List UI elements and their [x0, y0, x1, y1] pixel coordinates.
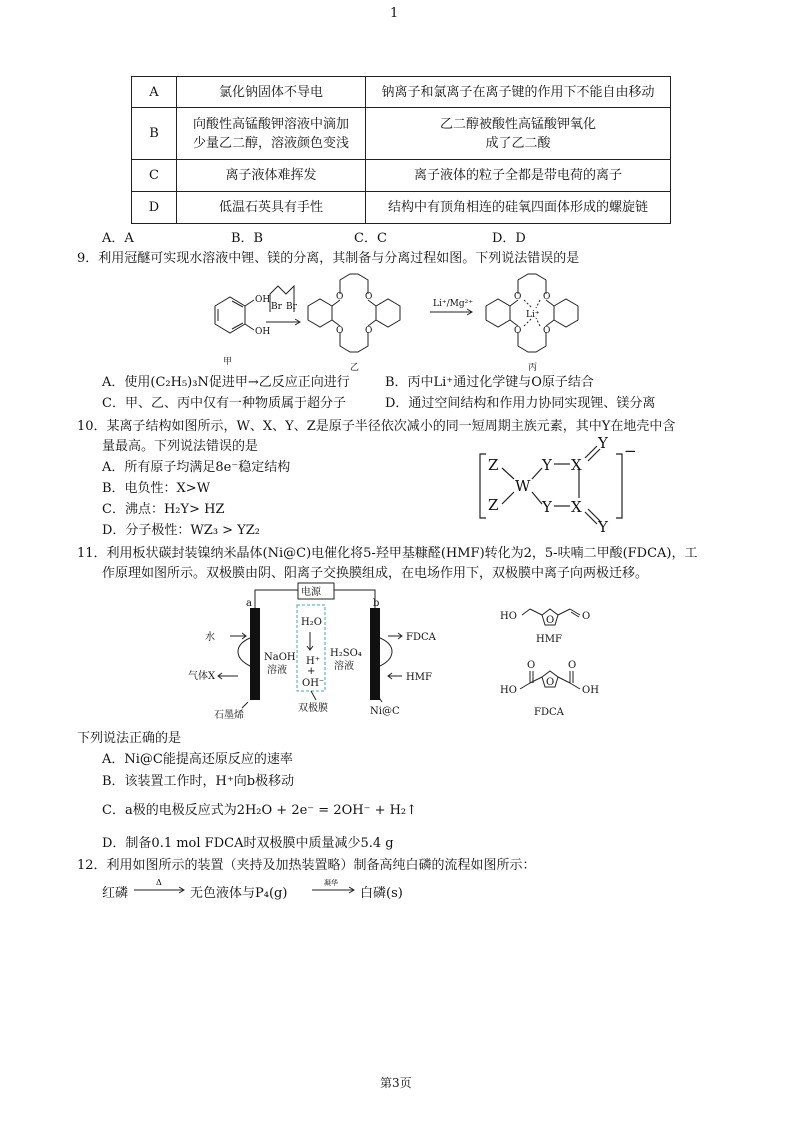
table-row: [132, 77, 671, 108]
q10-option-a: A．所有原子均满足8e⁻稳定结构: [102, 460, 291, 475]
cell-line: 向酸性高锰酸钾溶液中滴加: [192, 116, 349, 132]
label-bing: 丙: [528, 363, 538, 373]
naoh-solution-label: 溶液: [267, 665, 287, 676]
naoh-label: NaOH: [264, 652, 296, 663]
q11-stem-1: 11．利用板状碳封装镍纳米晶体(Ni@C)电催化将5-羟甲基糠醛(HMF)转化为2，5-呋喃二甲酸(FDCA)，工: [77, 546, 698, 561]
label-yi: 乙: [350, 363, 360, 373]
q10-option-c: C．沸点：H₂Y> HZ: [102, 502, 225, 517]
q11-stem-2: 作原理如图所示。双极膜由阴、阳离子交换膜组成，在电场作用下，双极膜中离子向两极迁移。: [102, 566, 649, 581]
fdca-o: O: [527, 660, 536, 671]
atom-x: X: [571, 498, 582, 516]
power-source-label: 电源: [301, 587, 321, 598]
table-row: [132, 108, 671, 160]
cell-explanation: [366, 108, 671, 160]
cell-line: 成了乙二酸: [485, 135, 551, 151]
q11-option-a: A．Ni@C能提高还原反应的速率: [102, 752, 293, 767]
cell-phenomenon: [177, 108, 366, 160]
row-key: A: [132, 77, 177, 108]
flow-white-phosphorus: 白磷(s): [360, 886, 403, 901]
h2o-label: H₂O: [301, 617, 322, 628]
h2so4-solution-label: 溶液: [334, 661, 354, 672]
q11-option-d: D．制备0.1 mol FDCA时双极膜中质量减少5.4 g: [102, 836, 394, 851]
choice-c: C．C: [354, 231, 387, 246]
cell-explanation: 结构中有顶角相连的硅氧四面体形成的螺旋链: [366, 192, 671, 224]
atom-z: Z: [488, 456, 499, 474]
atom-y: Y: [598, 434, 608, 452]
o-label: O: [543, 292, 551, 302]
q10-stem-2: 量最高。下列说法错误的是: [102, 439, 259, 454]
electrode-a-label: a: [246, 598, 252, 609]
heat-symbol: Δ: [156, 878, 162, 887]
o-label: O: [514, 292, 522, 302]
row-key: B: [132, 108, 177, 160]
h2so4-label: H₂SO₄: [330, 648, 362, 659]
q11-option-b: B．该装置工作时，H⁺向b极移动: [102, 774, 295, 789]
flow-arrow-1: [132, 876, 188, 898]
cell-explanation: 离子液体的粒子全都是带电荷的离子: [366, 160, 671, 192]
hmf-structure-label: HMF: [536, 634, 562, 645]
o-label: O: [365, 326, 373, 336]
q9-stem: 9．利用冠醚可实现水溶液中锂、镁的分离，其制备与分离过程如图。下列说法错误的是: [77, 251, 580, 266]
q9-option-a: A．使用(C₂H₅)₃N促进甲→乙反应正向进行: [102, 375, 350, 390]
q12-stem: 12．利用如图所示的装置（夹持及加热装置略）制备高纯白磷的流程如图所示：: [77, 858, 536, 873]
fdca-ho: HO: [500, 685, 517, 696]
furan-o: O: [546, 615, 555, 626]
page-footer: 第3页: [380, 1076, 412, 1090]
ion-charge: −: [624, 442, 637, 460]
fdca-oh: OH: [582, 685, 599, 696]
q10-option-d: D．分子极性：WZ₃ > YZ₂: [102, 523, 261, 538]
q11-structures: [490, 585, 630, 725]
furan-o: O: [546, 677, 555, 688]
br-label-2: Br: [286, 302, 297, 312]
row-key: D: [132, 192, 177, 224]
atom-z: Z: [488, 496, 499, 514]
q9-scheme: [190, 262, 610, 374]
plus-label: +: [307, 666, 316, 677]
cell-phenomenon: 离子液体难挥发: [177, 160, 366, 192]
h-ion-label: H⁺: [306, 656, 320, 667]
q12-flow: [102, 878, 422, 908]
cell-phenomenon: 氯化钠固体不导电: [177, 77, 366, 108]
atom-y: Y: [542, 456, 552, 474]
q9-option-c: C．甲、乙、丙中仅有一种物质属于超分子: [102, 396, 346, 411]
nic-electrode: [370, 608, 380, 700]
options-table: [131, 76, 671, 224]
label-jia: 甲: [223, 357, 233, 367]
q11-lead: 下列说法正确的是: [77, 731, 182, 746]
hmf-reactant-label: HMF: [406, 672, 432, 683]
o-label: O: [336, 292, 344, 302]
oh-label-2: OH: [255, 327, 271, 337]
li-ion-label: Li⁺: [526, 310, 540, 320]
cell-line: 少量乙二醇，溶液颜色变浅: [192, 135, 349, 151]
br-label-1: Br: [271, 302, 282, 312]
cell-line: 乙二醇被酸性高锰酸钾氧化: [439, 116, 596, 132]
fdca-product-label: FDCA: [406, 632, 436, 643]
flow-red-phosphorus: 红磷: [102, 886, 129, 901]
condensation-label: 凝华: [324, 879, 338, 887]
bipolar-membrane-label: 双极膜: [298, 703, 328, 714]
fdca-structure-label: FDCA: [534, 707, 564, 718]
table-row: [132, 160, 671, 192]
q11-electrolysis-diagram: [170, 580, 470, 722]
q11-option-c: C．a极的电极反应式为2H₂O + 2e⁻ = 2OH⁻ + H₂↑: [102, 803, 418, 818]
gas-x-label: 气体X: [188, 671, 216, 682]
fdca-o: O: [568, 660, 577, 671]
flow-arrow-2: [310, 876, 358, 898]
o-label: O: [543, 326, 551, 336]
atom-w: W: [515, 477, 531, 495]
hmf-ho: HO: [500, 611, 517, 622]
graphene-label: 石墨烯: [214, 710, 244, 721]
page-number-top: 1: [390, 6, 399, 21]
atom-x: X: [571, 456, 582, 474]
water-label: 水: [205, 632, 215, 643]
table-row: [132, 192, 671, 224]
choice-b: B．B: [231, 231, 264, 246]
cell-phenomenon: 低温石英具有手性: [177, 192, 366, 224]
q9-option-d: D．通过空间结构和作用力协同实现锂、镁分离: [385, 396, 656, 411]
nic-label: Ni@C: [370, 706, 400, 717]
atom-y: Y: [542, 498, 552, 516]
q9-option-b: B．丙中Li⁺通过化学键与O原子结合: [385, 375, 594, 390]
q10-stem-1: 10．某离子结构如图所示，W、X、Y、Z是原子半径依次减小的同一短周期主族元素，其中Y在地壳中含: [77, 419, 676, 434]
atom-y: Y: [598, 518, 608, 532]
o-label: O: [336, 326, 344, 336]
row-key: C: [132, 160, 177, 192]
o-label: O: [365, 292, 373, 302]
graphene-electrode: [250, 608, 260, 700]
li-mg-label: Li⁺/Mg²⁺: [433, 299, 473, 309]
oh-label-1: OH: [255, 295, 271, 305]
electrode-b-label: b: [373, 598, 380, 609]
q10-option-b: B．电负性：X>W: [102, 481, 211, 496]
flow-intermediate: 无色液体与P₄(g): [190, 886, 288, 901]
q10-ion-structure: [474, 432, 644, 532]
oh-ion-label: OH⁻: [302, 678, 325, 689]
cell-explanation: 钠离子和氯离子在离子键的作用下不能自由移动: [366, 77, 671, 108]
hmf-aldehyde-o: O: [582, 611, 591, 622]
choice-a: A．A: [102, 231, 134, 246]
choice-d: D．D: [492, 231, 526, 246]
o-label: O: [514, 326, 522, 336]
